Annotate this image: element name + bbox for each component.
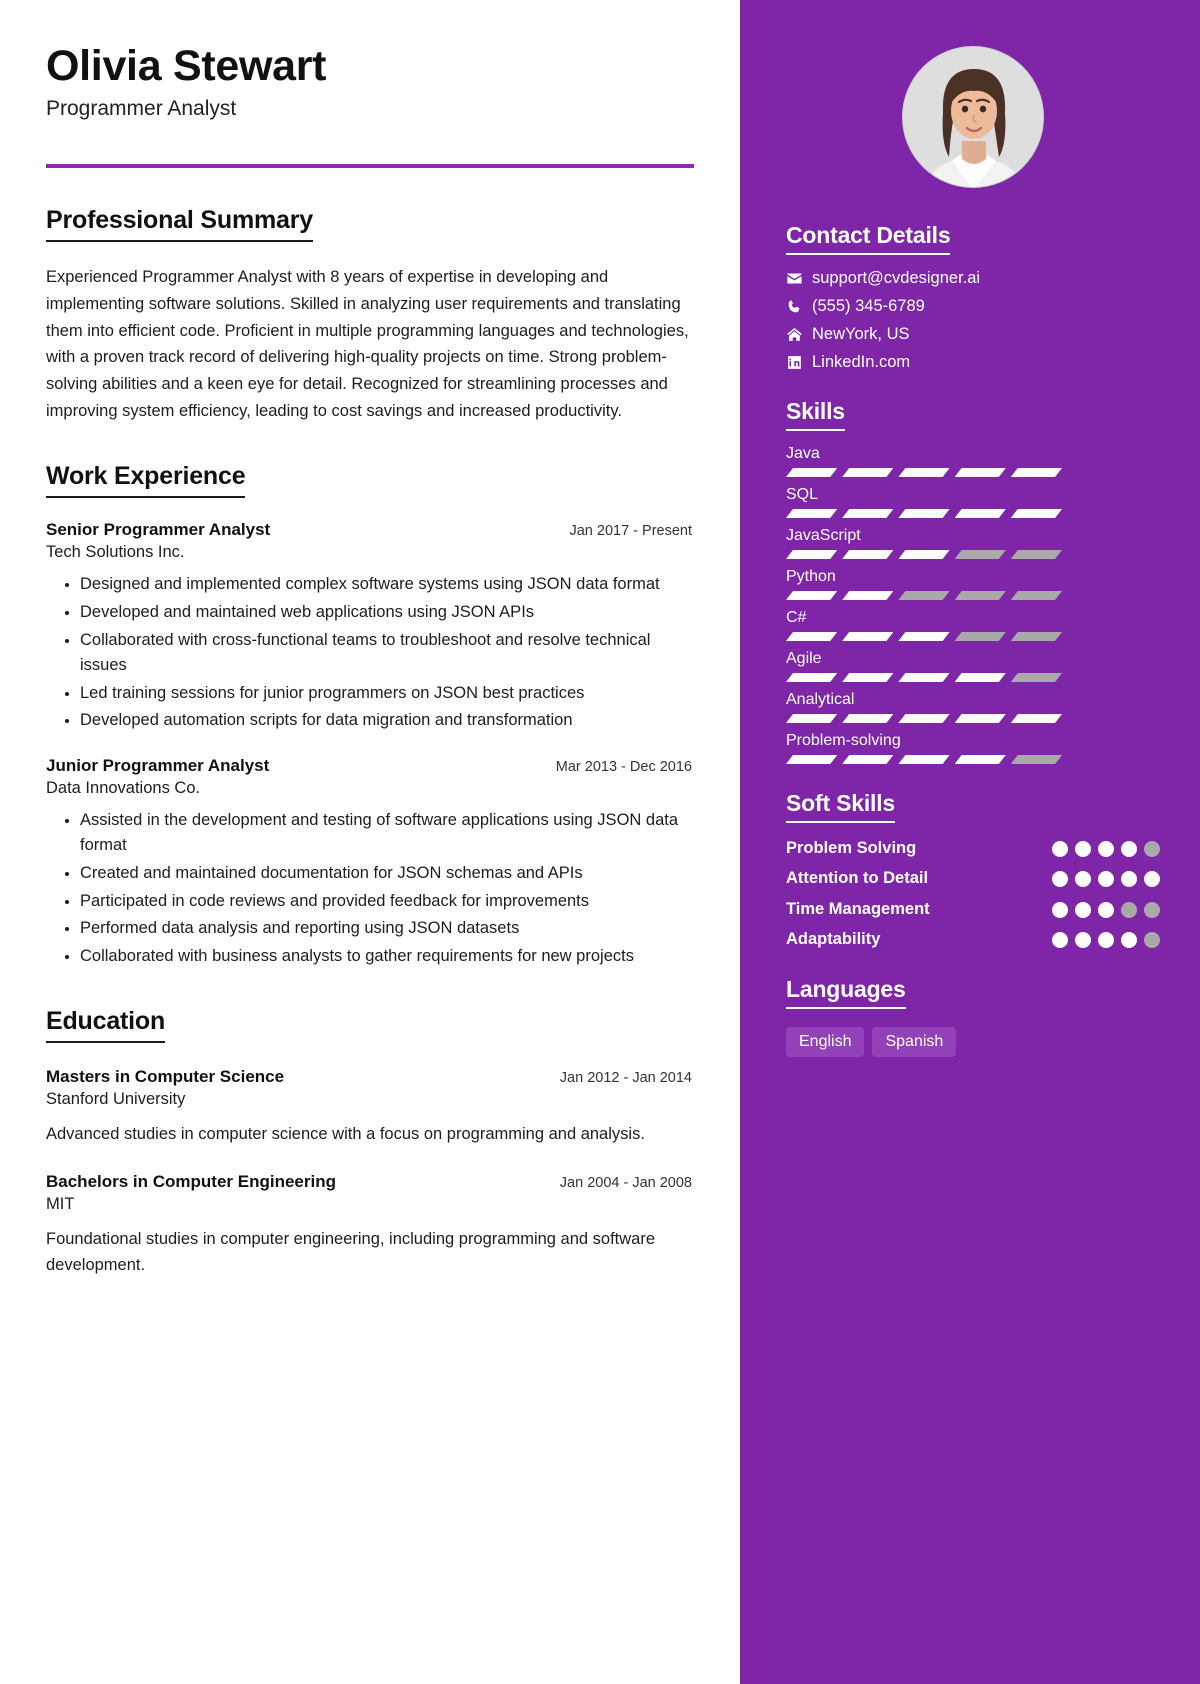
skill-segment [898,673,949,682]
education-entry-degree: Bachelors in Computer Engineering [46,1171,336,1191]
rating-dot [1121,871,1137,887]
rating-dot [1098,871,1114,887]
rating-dot [1144,871,1160,887]
skill-item [786,732,1160,764]
skill-level-bar [786,550,1062,559]
rating-dot [1144,841,1160,857]
work-entry [46,520,692,733]
skill-segment [898,468,949,477]
soft-skill-rating [1052,837,1160,857]
education-entry-school: MIT [46,1194,75,1213]
skill-segment [898,509,949,518]
work-entry-organization: Tech Solutions Inc. [46,543,185,562]
soft-skill-row [786,837,1160,859]
candidate-name: Olivia Stewart [46,42,327,90]
skill-segment [1011,714,1062,723]
language-tag: English [786,1027,864,1057]
rating-dot [1075,932,1091,948]
skill-segment [898,550,949,559]
work-entry [46,756,692,969]
skill-level-bar [786,509,1062,518]
soft-skill-row [786,898,1160,920]
skill-segment [955,509,1006,518]
skill-segment [898,714,949,723]
work-entry-bullets [46,808,692,969]
skill-segment [955,632,1006,641]
skill-item [786,609,1160,641]
skill-level-bar [786,591,1062,600]
language-tag-list [786,1027,1160,1057]
soft-skill-row [786,928,1160,950]
contact-row[interactable] [786,325,1160,344]
soft-skill-name: Time Management [786,899,930,918]
skill-name: Analytical [786,691,855,708]
rating-dot [1121,902,1137,918]
sidebar-section-contact [786,222,1160,372]
rating-dot [1075,871,1091,887]
skill-name: Problem-solving [786,732,901,749]
contact-row[interactable] [786,269,1160,288]
avatar-wrap [786,46,1160,188]
sidebar-heading-contact: Contact Details [786,222,950,255]
sidebar-heading-skills: Skills [786,398,845,431]
skill-name: C# [786,609,807,626]
rating-dot [1052,871,1068,887]
skill-segment [1011,755,1062,764]
section-heading-work: Work Experience [46,462,245,498]
education-entry-school: Stanford University [46,1090,186,1109]
work-bullet: • Performed data analysis and reporting using JSON datasets [80,916,692,942]
skill-segment [842,468,893,477]
skill-item [786,650,1160,682]
skill-segment [955,755,1006,764]
education-entry-degree: Masters in Computer Science [46,1067,285,1087]
page-title [46,42,692,121]
education-entry-date: Jan 2012 - Jan 2014 [559,1070,692,1087]
skill-segment [786,550,837,559]
rating-dot [1052,902,1068,918]
work-entry-role: Junior Programmer Analyst [46,755,270,775]
skills-list [786,445,1160,764]
skill-segment [786,755,837,764]
work-entry-header [46,756,692,776]
work-bullet: • Collaborated with business analysts to gather requirements for new projects [80,944,692,970]
skill-segment [1011,591,1062,600]
skill-segment [842,714,893,723]
work-entry-organization: Data Innovations Co. [46,778,201,797]
skill-segment [842,550,893,559]
language-tag: Spanish [872,1027,956,1057]
education-entry-date: Jan 2004 - Jan 2008 [559,1174,692,1191]
work-bullet: • Designed and implemented complex software systems using JSON data format [80,572,692,598]
skill-segment [786,468,837,477]
work-entry-date: Mar 2013 - Dec 2016 [555,758,692,775]
skill-segment [842,509,893,518]
section-work-experience [46,462,692,969]
work-bullet: • Participated in code reviews and provided feedback for improvements [80,889,692,915]
skill-item [786,568,1160,600]
skill-level-bar [786,714,1062,723]
skill-segment [842,673,893,682]
rating-dot [1121,932,1137,948]
sidebar-heading-languages: Languages [786,976,906,1009]
rating-dot [1052,932,1068,948]
rating-dot [1144,902,1160,918]
skill-item [786,445,1160,477]
skill-item [786,691,1160,723]
contact-value: support@cvdesigner.ai [812,269,981,287]
contact-row[interactable] [786,353,1160,372]
summary-text: Experienced Programmer Analyst with 8 years of expertise in developing and implementing software solutions. Skilled in analyzing user requirements and translating them into efficient code. Proficient in multiple programming languages and technologies, with a proven track record of delivering high-quality projects on time. Strong problem-solving abilities and a keen eye for detail. Recognized for streamlining processes and improving system efficiency, leading to cost savings and increased productivity. [46,268,689,420]
education-entry-header [46,1172,692,1192]
skill-name: JavaScript [786,527,861,544]
skill-item [786,527,1160,559]
skill-level-bar [786,632,1062,641]
skill-segment [786,714,837,723]
rating-dot [1075,841,1091,857]
skill-segment [898,632,949,641]
work-entry-header [46,520,692,540]
sidebar-section-soft-skills [786,790,1160,950]
contact-row[interactable] [786,297,1160,316]
skill-item [786,486,1160,518]
work-bullet: • Collaborated with cross-functional teams to troubleshoot and resolve technical issues [80,628,692,679]
skill-segment [786,591,837,600]
linkedin-icon [786,354,812,371]
skill-segment [1011,468,1062,477]
soft-skill-name: Problem Solving [786,839,917,857]
skill-segment [842,632,893,641]
sidebar-heading-soft-skills: Soft Skills [786,790,895,823]
rating-dot [1121,841,1137,857]
contact-list [786,269,1160,372]
sidebar-section-skills [786,398,1160,764]
work-entry-date: Jan 2017 - Present [569,523,692,540]
work-entry-role: Senior Programmer Analyst [46,520,271,540]
skill-name: Agile [786,650,822,667]
candidate-job-title: Programmer Analyst [46,97,237,121]
header-divider [46,164,694,168]
skill-segment [786,673,837,682]
skill-segment [842,755,893,764]
education-entry-description: Advanced studies in computer science with a focus on programming and analysis. [46,1125,645,1144]
soft-skill-rating [1052,867,1160,887]
work-bullet: • Developed and maintained web applications using JSON APIs [80,600,692,626]
work-bullet: • Assisted in the development and testing of software applications using JSON data format [80,808,692,859]
skill-name: Java [786,445,820,462]
sidebar [740,0,1200,1684]
soft-skill-rating [1052,928,1160,948]
contact-value: NewYork, US [812,325,910,343]
soft-skill-name: Attention to Detail [786,869,929,888]
section-heading-summary: Professional Summary [46,206,313,242]
soft-skill-name: Adaptability [786,929,881,948]
skill-segment [786,632,837,641]
contact-value: LinkedIn.com [812,353,911,371]
skill-segment [1011,632,1062,641]
work-bullet: • Developed automation scripts for data migration and transformation [80,708,692,734]
skill-segment [955,468,1006,477]
education-entry-description: Foundational studies in computer engineering, including programming and software development. [46,1229,656,1274]
phone-icon [786,299,812,315]
work-bullet: • Created and maintained documentation for JSON schemas and APIs [80,861,692,887]
envelope-icon [786,270,812,287]
contact-value: (555) 345-6789 [812,297,925,315]
work-entry-list [46,520,692,969]
avatar [902,46,1044,188]
skill-level-bar [786,673,1062,682]
home-icon [786,326,812,343]
skill-segment [955,550,1006,559]
education-entry-header [46,1067,692,1087]
skill-name: SQL [786,486,819,503]
skill-segment [898,591,949,600]
soft-skill-row [786,867,1160,889]
rating-dot [1144,932,1160,948]
skill-segment [786,509,837,518]
work-entry-bullets [46,572,692,733]
rating-dot [1075,902,1091,918]
education-entry-list [46,1067,692,1278]
skill-segment [1011,673,1062,682]
skill-segment [1011,509,1062,518]
skill-segment [842,591,893,600]
skill-segment [955,714,1006,723]
education-entry [46,1172,692,1279]
skill-segment [955,673,1006,682]
section-heading-education: Education [46,1007,165,1043]
skill-level-bar [786,755,1062,764]
section-education [46,1007,692,1278]
rating-dot [1052,841,1068,857]
soft-skill-rating [1052,898,1160,918]
skill-segment [955,591,1006,600]
skill-segment [1011,550,1062,559]
section-professional-summary [46,206,692,424]
skill-level-bar [786,468,1062,477]
skill-name: Python [786,568,836,585]
education-entry [46,1067,692,1147]
rating-dot [1098,841,1114,857]
sidebar-section-languages [786,976,1160,1057]
skill-segment [898,755,949,764]
work-bullet: • Led training sessions for junior programmers on JSON best practices [80,681,692,707]
rating-dot [1098,902,1114,918]
rating-dot [1098,932,1114,948]
soft-skills-list [786,837,1160,950]
